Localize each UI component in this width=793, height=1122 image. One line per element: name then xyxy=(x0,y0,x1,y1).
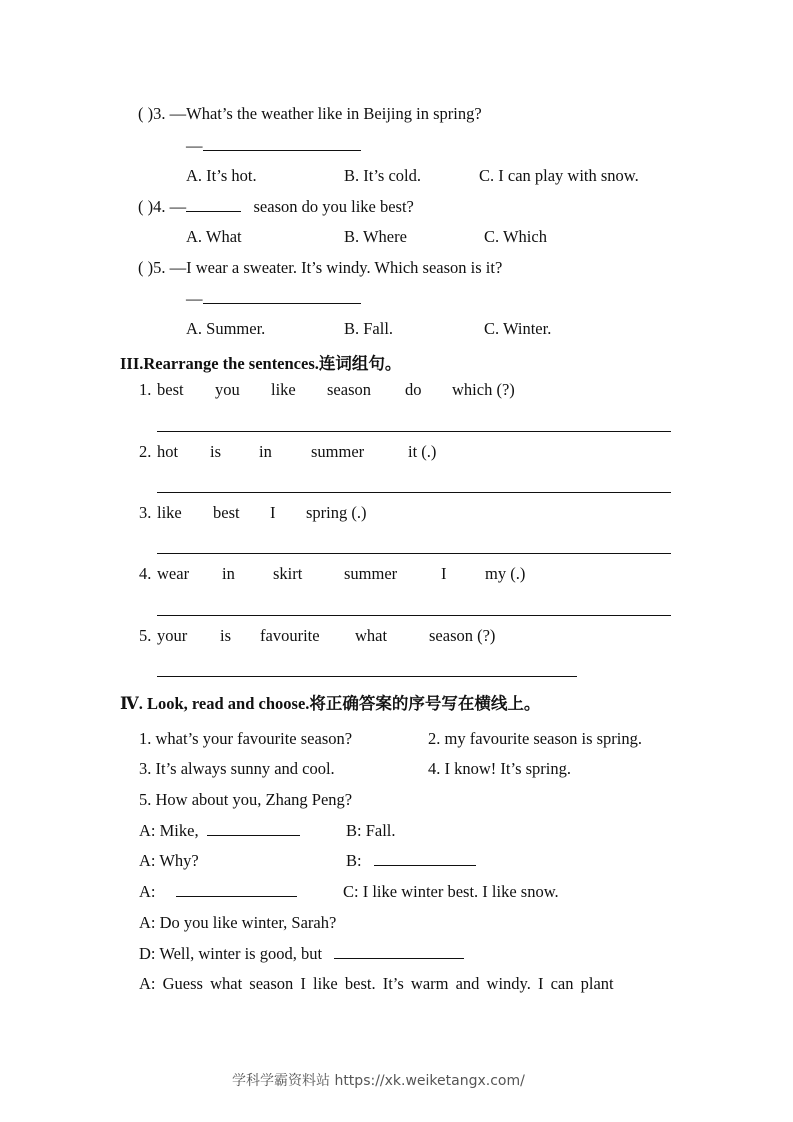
q4-option-b: B. Where xyxy=(344,227,407,246)
s3-item1-word: do xyxy=(405,380,422,399)
q3-option-a: A. It’s hot. xyxy=(186,166,257,185)
s4-choice-4: 4. I know! It’s spring. xyxy=(428,759,571,778)
dialogue-a-guess: A: Guess what season I like best. It’s warm and windy. I can plant xyxy=(139,974,614,993)
q5-dash: — xyxy=(186,289,203,308)
s3-item3-num: 3. xyxy=(139,503,152,522)
s3-item4-word: wear xyxy=(157,564,190,583)
s3-item1-word: like xyxy=(271,380,296,399)
s3-item1-num: 1. xyxy=(139,380,152,399)
s3-item5-num: 5. xyxy=(139,626,152,645)
dialogue-blank-2[interactable] xyxy=(374,851,476,866)
s3-item1-word: season xyxy=(327,380,371,399)
s3-item2-word: is xyxy=(210,442,222,461)
s3-item1-word: you xyxy=(215,380,240,399)
s3-item4-word: my (.) xyxy=(485,564,526,583)
s3-item4-word: skirt xyxy=(273,564,303,583)
s3-item3-word: like xyxy=(157,503,182,522)
q5-blank[interactable] xyxy=(203,289,361,304)
s3-item5-word: season (?) xyxy=(429,626,496,645)
q4-stem xyxy=(138,197,414,217)
q4-option-c: C. Which xyxy=(484,227,547,246)
dialogue-a-label: A: xyxy=(139,882,156,901)
s4-choice-5: 5. How about you, Zhang Peng? xyxy=(139,790,353,809)
dialogue-blank-3[interactable] xyxy=(176,882,297,897)
s3-item4-num: 4. xyxy=(139,564,152,583)
dialogue-a-answer xyxy=(139,882,297,902)
s3-item5-word: favourite xyxy=(260,626,320,645)
q3-answer-line[interactable] xyxy=(186,136,361,156)
s3-item2-answer-line[interactable] xyxy=(157,492,671,493)
dialogue-b-fall: B: Fall. xyxy=(346,821,396,840)
s3-item5-word: what xyxy=(355,626,388,645)
s4-choice-3: 3. It’s always sunny and cool. xyxy=(139,759,335,778)
s3-item2-num: 2. xyxy=(139,442,152,461)
q3-stem: ( )3. —What’s the weather like in Beijing in spring? xyxy=(138,104,482,123)
dialogue-a-why: A: Why? xyxy=(139,851,199,870)
q3-option-b: B. It’s cold. xyxy=(344,166,421,185)
q5-option-c: C. Winter. xyxy=(484,319,552,338)
dialogue-a-mike-text: A: Mike, xyxy=(139,821,199,840)
s3-item1-answer-line[interactable] xyxy=(157,431,671,432)
s3-item5-answer-line[interactable] xyxy=(157,676,577,677)
q3-option-c: C. I can play with snow. xyxy=(479,166,639,185)
s3-item3-word: I xyxy=(270,503,276,522)
dialogue-b-label: B: xyxy=(346,851,362,870)
q5-stem: ( )5. —I wear a sweater. It’s windy. Which season is it? xyxy=(138,258,503,277)
s3-item2-word: it (.) xyxy=(408,442,437,461)
q4-blank[interactable] xyxy=(186,197,241,212)
s3-item2-word: hot xyxy=(157,442,179,461)
dialogue-d-line xyxy=(139,944,464,964)
s3-item4-word: in xyxy=(222,564,235,583)
dialogue-blank-4[interactable] xyxy=(334,944,464,959)
s3-item4-word: I xyxy=(441,564,447,583)
s3-item1-word: which (?) xyxy=(452,380,515,399)
s3-item3-answer-line[interactable] xyxy=(157,553,671,554)
dialogue-b-answer xyxy=(346,851,476,871)
s4-choice-2: 2. my favourite season is spring. xyxy=(428,729,643,748)
q4-prefix: ( )4. — xyxy=(138,197,187,216)
s3-item5-word: your xyxy=(157,626,188,645)
s3-item3-word: spring (.) xyxy=(306,503,367,522)
s3-item4-answer-line[interactable] xyxy=(157,615,671,616)
s4-choice-1: 1. what’s your favourite season? xyxy=(139,729,353,748)
q5-option-a: A. Summer. xyxy=(186,319,266,338)
dialogue-c-line: C: I like winter best. I like snow. xyxy=(343,882,559,901)
s3-item5-word: is xyxy=(220,626,232,645)
dialogue-blank-1[interactable] xyxy=(207,821,300,836)
s3-item2-word: summer xyxy=(311,442,365,461)
section3-title: III.Rearrange the sentences.连词组句。 xyxy=(120,354,402,373)
q4-option-a: A. What xyxy=(186,227,242,246)
s3-item2-word: in xyxy=(259,442,272,461)
q5-answer-line[interactable] xyxy=(186,289,361,309)
q3-blank[interactable] xyxy=(203,136,361,151)
q5-option-b: B. Fall. xyxy=(344,319,394,338)
s3-item4-word: summer xyxy=(344,564,398,583)
dialogue-a-sarah: A: Do you like winter, Sarah? xyxy=(139,913,337,932)
s3-item1-word: best xyxy=(157,380,184,399)
q4-suffix: season do you like best? xyxy=(253,197,414,216)
s3-item3-word: best xyxy=(213,503,240,522)
section4-title: Ⅳ. Look, read and choose.将正确答案的序号写在横线上。 xyxy=(120,694,541,713)
dialogue-d-text: D: Well, winter is good, but xyxy=(139,944,323,963)
footer-watermark: 学科学霸资料站 https://xk.weiketangx.com/ xyxy=(232,1073,525,1089)
dialogue-a-mike xyxy=(139,821,300,841)
q3-dash: — xyxy=(186,136,203,155)
